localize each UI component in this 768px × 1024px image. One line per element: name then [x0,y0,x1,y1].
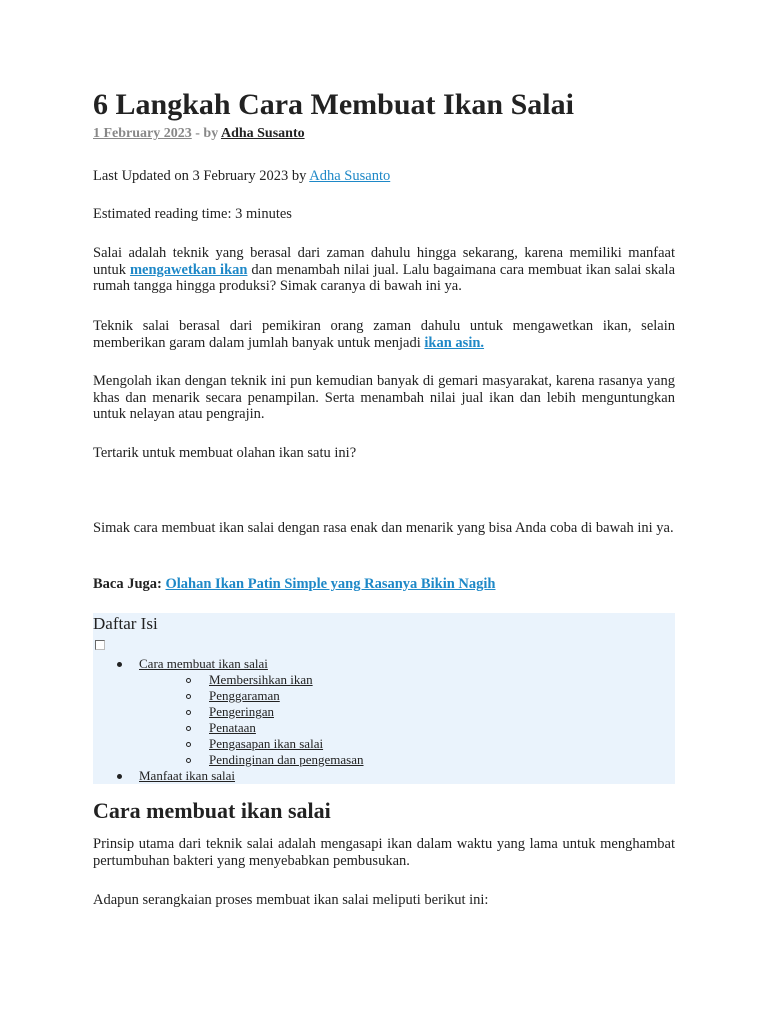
process-intro-paragraph: Adapun serangkaian proses membuat ikan salai meliputi berikut ini: [93,892,489,908]
toc-link-pengasapan[interactable]: Pengasapan ikan salai [209,736,324,751]
ikan-asin-link[interactable]: ikan asin. [424,334,485,351]
article-title: 6 Langkah Cara Membuat Ikan Salai [93,88,574,121]
toc-item-cara-membuat[interactable] [139,656,268,672]
reading-time: Estimated reading time: 3 minutes [93,206,292,222]
byline-separator: - by [191,126,221,141]
toc-bullet-disc [117,662,122,667]
baca-juga-label: Baca Juga: [93,576,166,592]
toc-link-penataan[interactable]: Penataan [209,720,256,735]
baca-juga [93,576,675,593]
intro-text-2: dan menambah nilai jual. Lalu bagaimana cara membuat ikan salai skala rumah tangga hingga produksi? Simak caranya di bawah ini ya. [93,261,676,294]
toc-bullet-circle [186,678,191,683]
toc-link-manfaat[interactable]: Manfaat ikan salai [139,768,236,783]
article-byline [93,125,305,142]
toc-bullet-circle [186,758,191,763]
toc-item-manfaat[interactable] [139,768,235,784]
updated-author-link[interactable]: Adha Susanto [309,168,391,184]
principle-paragraph: Prinsip utama dari teknik salai adalah mengasapi ikan dalam waktu yang lama untuk menghambat pertumbuhan bakteri yang menyebabkan pembusukan. [93,836,675,869]
mengawetkan-ikan-link[interactable]: mengawetkan ikan [129,261,248,278]
origin-paragraph [93,318,675,351]
toc-bullet-circle [186,710,191,715]
author-link[interactable]: Adha Susanto [220,126,305,141]
simak-paragraph: Simak cara membuat ikan salai dengan rasa enak dan menarik yang bisa Anda coba di bawah ini ya. [93,520,674,536]
toc-bullet-disc [117,774,122,779]
toc-subitem-pengasapan[interactable] [209,736,323,752]
toc-link-membersihkan[interactable]: Membersihkan ikan [209,672,313,687]
toc-subitem-penggaraman[interactable] [209,688,280,704]
toc-link-pengeringan[interactable]: Pengeringan [209,704,274,719]
toc-link-penggaraman[interactable]: Penggaraman [209,688,280,703]
toc-toggle-checkbox[interactable] [95,640,105,650]
section-heading: Cara membuat ikan salai [93,798,331,823]
publish-date-link[interactable]: 1 February 2023 [93,126,192,141]
toc-link-cara-membuat[interactable]: Cara membuat ikan salai [139,656,268,671]
interested-paragraph: Tertarik untuk membuat olahan ikan satu ini? [93,445,357,461]
intro-paragraph [93,245,675,295]
toc-subitem-pengeringan[interactable] [209,704,274,720]
intro-text-1: Salai adalah teknik yang berasal dari zaman dahulu hingga sekarang, karena memiliki manfaat untuk [93,245,675,278]
toc-subitem-membersihkan[interactable] [209,672,313,688]
toc-bullet-circle [186,726,191,731]
processing-paragraph: Mengolah ikan dengan teknik ini pun kemudian banyak di gemari masyarakat, karena rasanya yang khas dan menarik secara penampilan. Serta menambah nilai jual ikan dan lebih menguntungkan untuk nelayan atau pengrajin. [93,373,675,422]
toc-link-pendinginan[interactable]: Pendinginan dan pengemasan [209,752,364,767]
baca-juga-link[interactable]: Olahan Ikan Patin Simple yang Rasanya Bikin Nagih [165,576,496,592]
last-updated [93,168,675,185]
table-of-contents [93,613,675,784]
toc-title: Daftar Isi [93,614,158,633]
last-updated-text: Last Updated on 3 February 2023 by [93,168,310,184]
toc-bullet-circle [186,694,191,699]
toc-bullet-circle [186,742,191,747]
toc-subitem-pendinginan[interactable] [209,752,364,768]
toc-subitem-penataan[interactable] [209,720,256,736]
origin-text: Teknik salai berasal dari pemikiran orang zaman dahulu untuk mengawetkan ikan, selain memberikan garam dalam jumlah banyak untuk menjadi [93,318,675,351]
